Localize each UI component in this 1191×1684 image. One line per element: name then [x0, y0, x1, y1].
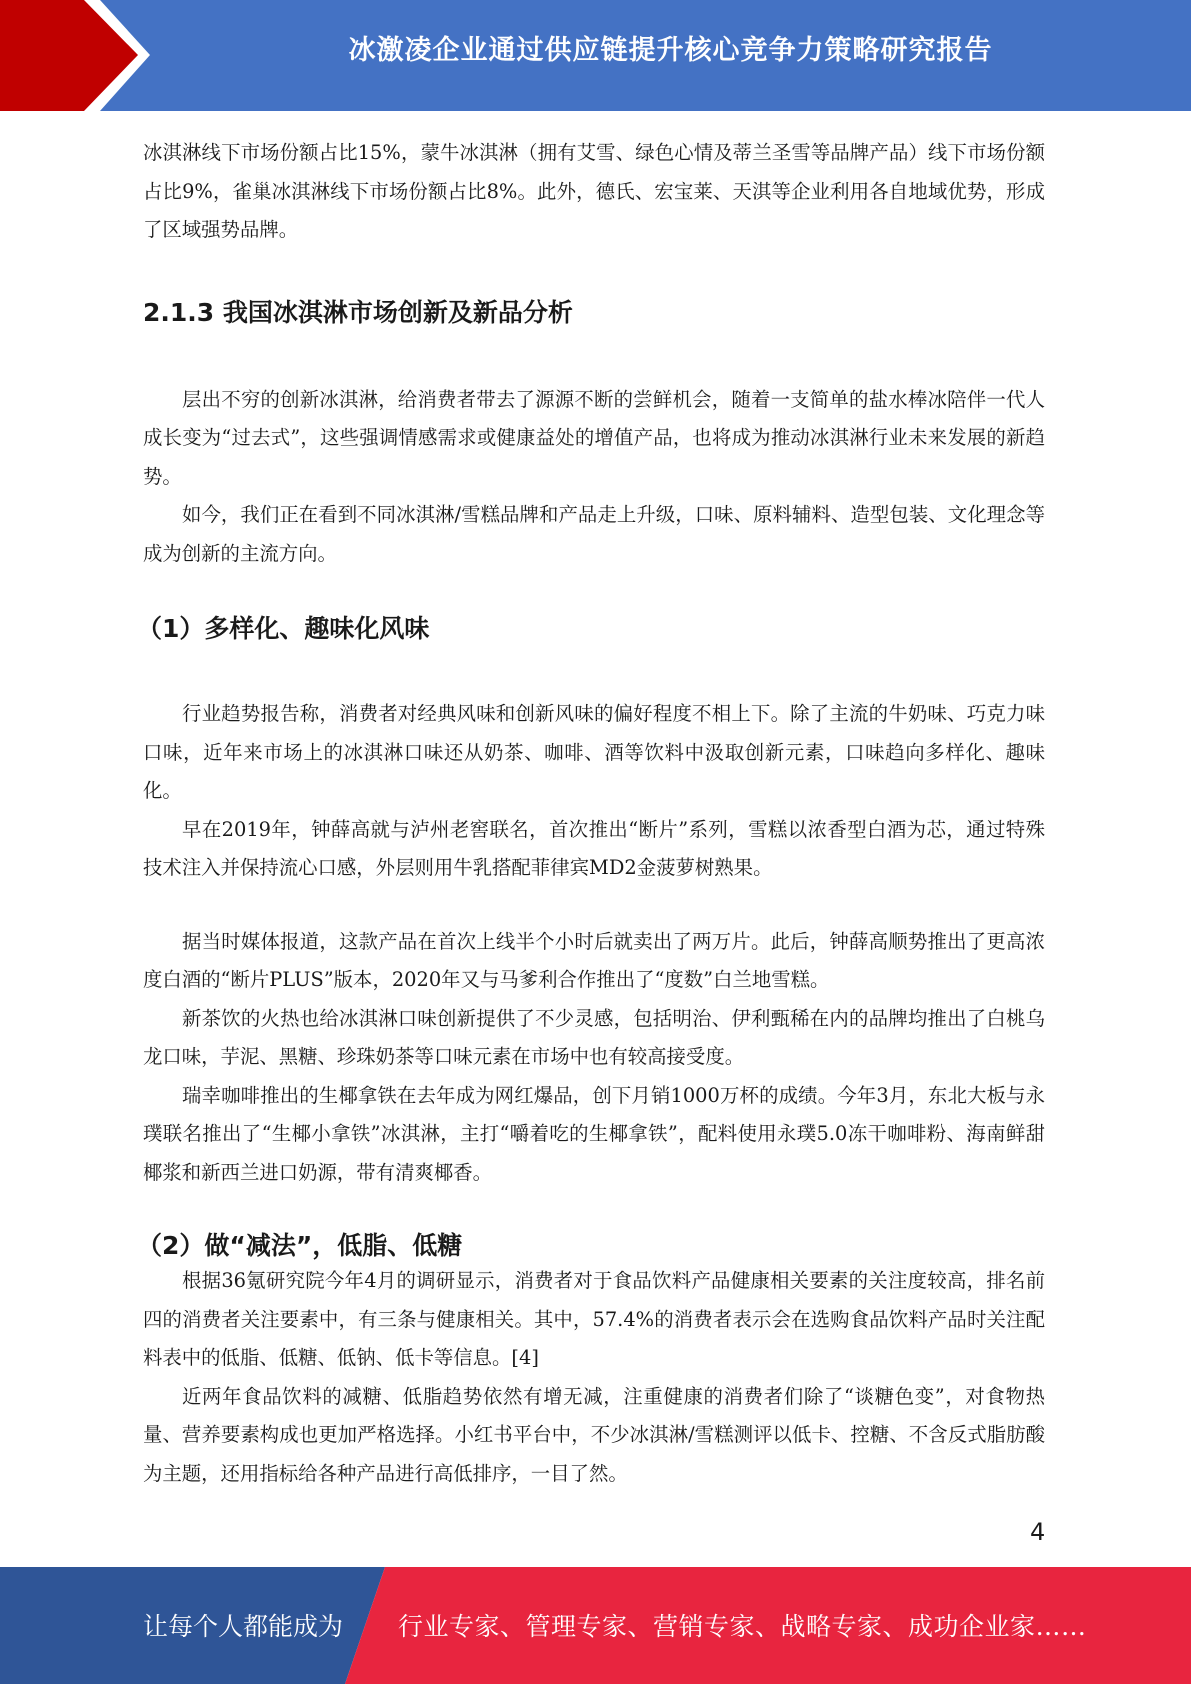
paragraph: 层出不穷的创新冰淇淋，给消费者带去了源源不断的尝鲜机会，随着一支简单的盐水棒冰陪伴一代人成长变为“过去式”，这些强调情感需求或健康益处的增值产品，也将成为推动冰淇淋行业未来发展的新趋势。	[143, 387, 1045, 488]
paragraph: 早在2019年，钟薛高就与泸州老窖联名，首次推出“断片”系列，雪糕以浓香型白酒为芯，通过特殊技术注入并保持流心口感，外层则用牛乳搭配菲律宾MD2金菠萝树熟果。	[143, 817, 1045, 879]
paragraph: 新茶饮的火热也给冰淇淋口味创新提供了不少灵感，包括明治、伊利甄稀在内的品牌均推出了白桃乌龙口味，芋泥、黑糖、珍珠奶茶等口味元素在市场中也有较高接受度。	[143, 1006, 1045, 1068]
page-number: 4	[1030, 1518, 1046, 1546]
paragraph: 如今，我们正在看到不同冰淇淋/雪糕品牌和产品走上升级，口味、原料辅料、造型包装、文化理念等成为创新的主流方向。	[143, 503, 1045, 565]
footer-slogan-right: 行业专家、管理专家、营销专家、战略专家、成功企业家……	[398, 1612, 1087, 1641]
paragraph: 行业趋势报告称，消费者对经典风味和创新风味的偏好程度不相上下。除了主流的牛奶味、巧克力味口味，近年来市场上的冰淇淋口味还从奶茶、咖啡、酒等饮料中汲取创新元素，口味趋向多样化、趣味化。	[143, 702, 1045, 802]
page-footer	[0, 1567, 1191, 1684]
paragraph: 据当时媒体报道，这款产品在首次上线半个小时后就卖出了两万片。此后，钟薛高顺势推出了更高浓度白酒的“断片PLUS”版本，2020年又与马爹利合作推出了“度数”白兰地雪糕。	[143, 929, 1045, 991]
paragraph: 根据36氪研究院今年4月的调研显示，消费者对于食品饮料产品健康相关要素的关注度较高，排名前四的消费者关注要素中，有三条与健康相关。其中，57.4%的消费者表示会在选购食品饮料产品时关注配料表中的低脂、低糖、低钠、低卡等信息。[4]	[143, 1269, 1045, 1369]
report-title: 冰激凌企业通过供应链提升核心竞争力策略研究报告	[348, 35, 993, 66]
page-header	[0, 0, 1191, 111]
paragraph: 近两年食品饮料的减糖、低脂趋势依然有增无减，注重健康的消费者们除了“谈糖色变”，对食物热量、营养要素构成也更加严格选择。小红书平台中，不少冰淇淋/雪糕测评以低卡、控糖、不含反式脂肪酸为主题，还用指标给各种产品进行高低排序，一目了然。	[143, 1384, 1045, 1485]
footer-slogan-left: 让每个人都能成为	[143, 1612, 344, 1641]
section-heading: 2.1.3 我国冰淇淋市场创新及新品分析	[143, 297, 573, 327]
paragraph: 瑞幸咖啡推出的生椰拿铁在去年成为网红爆品，创下月销1000万杯的成绩。今年3月，东北大板与永璞联名推出了“生椰小拿铁”冰淇淋，主打“嚼着吃的生椰拿铁”，配料使用永璞5.0冻干咖啡粉、海南鲜甜椰浆和新西兰进口奶源，带有清爽椰香。	[143, 1083, 1045, 1184]
intro-paragraph: 冰淇淋线下市场份额占比15%，蒙牛冰淇淋（拥有艾雪、绿色心情及蒂兰圣雪等品牌产品）线下市场份额占比9%，雀巢冰淇淋线下市场份额占比8%。此外，德氏、宏宝莱、天淇等企业利用各自地域优势，形成了区域强势品牌。	[143, 141, 1045, 241]
subsection-heading: （1）多样化、趣味化风味	[137, 614, 430, 643]
page-content	[137, 134, 1045, 1493]
subsection-heading: （2）做“减法”，低脂、低糖	[137, 1231, 463, 1260]
